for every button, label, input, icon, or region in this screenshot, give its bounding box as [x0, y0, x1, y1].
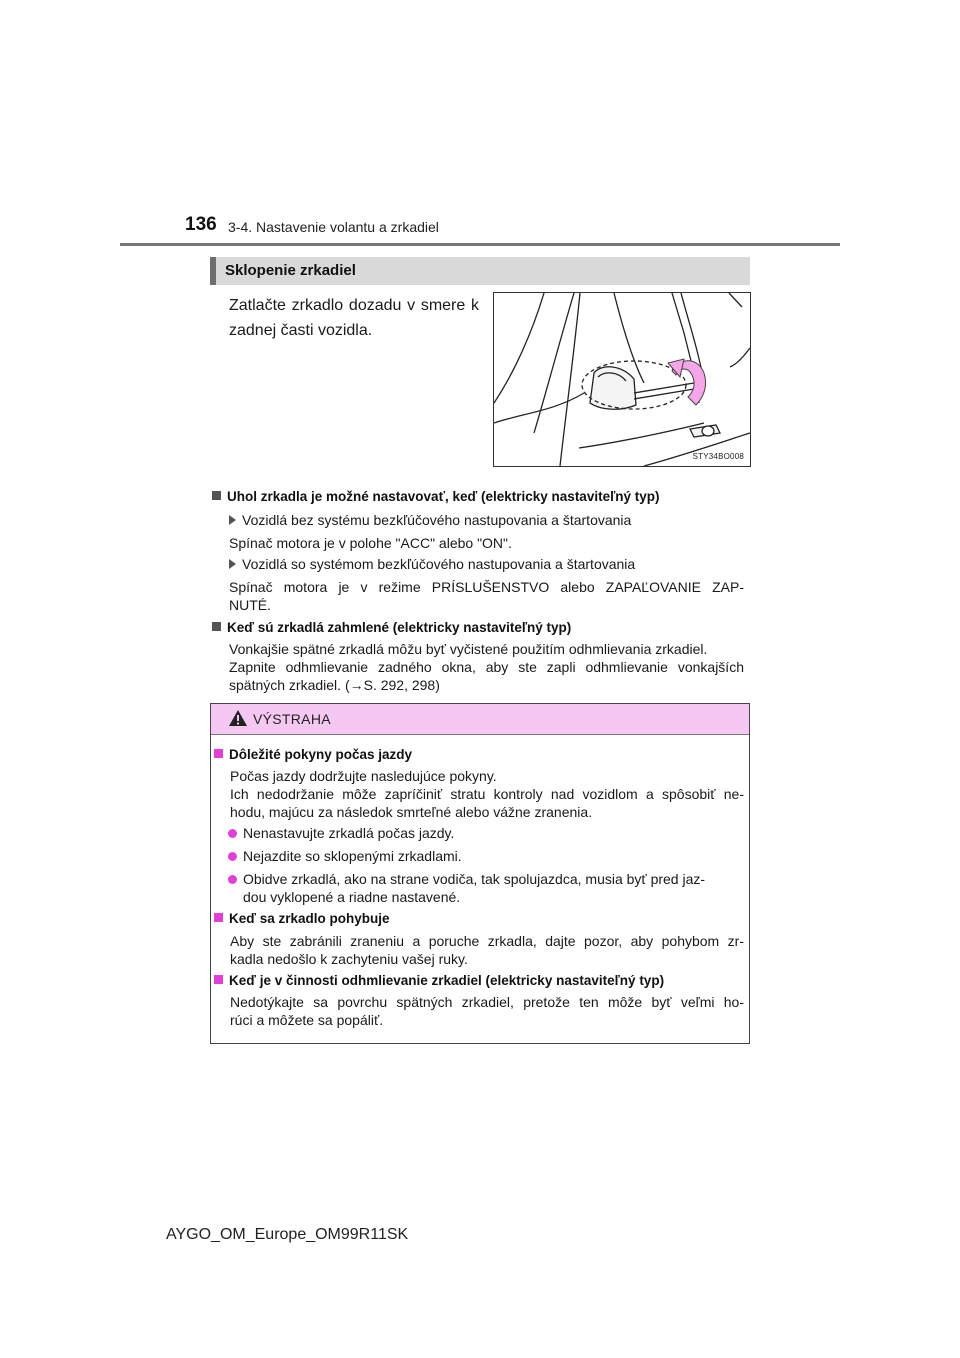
page-number: 136: [185, 214, 217, 235]
warning-bullet: [228, 871, 705, 887]
warning-bullet-text: Nenastavujte zrkadlá počas jazdy.: [243, 825, 455, 841]
pink-square-bullet-icon: [214, 913, 223, 922]
warning-label: VÝSTRAHA: [253, 711, 331, 727]
info-text: Vonkajšie spätné zrkadlá môžu byť vyčistené použitím odhmlievania zrkadiel.: [229, 641, 708, 657]
warning-triangle-icon: [228, 709, 248, 727]
info-item-title: Uhol zrkadla je možné nastavovať, keď (elektricky nastaviteľný typ): [227, 489, 660, 504]
triangle-bullet-icon: [229, 515, 236, 525]
condition-text: Spínač motora je v polohe "ACC" alebo "ON".: [229, 535, 512, 551]
warning-text: Nedotýkajte sa povrchu spätných zrkadiel, pretože ten môže byť veľmi ho-: [230, 994, 744, 1010]
pink-dot-bullet-icon: [228, 852, 237, 861]
section-heading: [210, 257, 750, 285]
condition-label-text: Vozidlá bez systému bezkľúčového nastupovania a štartovania: [242, 512, 632, 528]
warning-bullet-continuation: dou vyklopené a riadne nastavené.: [243, 889, 461, 905]
section-title: 3-4. Nastavenie volantu a zrkadiel: [228, 219, 439, 235]
pink-square-bullet-icon: [214, 975, 223, 984]
warning-text: rúci a môžete sa popáliť.: [230, 1012, 384, 1028]
warning-item-title: Keď sa zrkadlo pohybuje: [229, 911, 390, 926]
fold-instruction: Zatlačte zrkadlo dozadu v smere k zadnej časti vozidla.: [229, 297, 479, 339]
warning-box: [210, 703, 750, 1044]
info-item-heading: [212, 620, 571, 635]
pink-dot-bullet-icon: [228, 829, 237, 838]
warning-text: kadla nedošlo k zachyteniu vašej ruky.: [230, 951, 468, 967]
info-text: Zapnite odhmlievanie zadného okna, aby ste zapli odhmlievanie vonkajších: [229, 659, 744, 675]
condition-label: [229, 556, 635, 572]
warning-text: hodu, majúcu za následok smrteľné alebo vážne zranenia.: [230, 804, 593, 820]
warning-text: Počas jazdy dodržujte nasledujúce pokyny.: [230, 768, 497, 784]
pink-dot-bullet-icon: [228, 875, 237, 884]
document-footer: AYGO_OM_Europe_OM99R11SK: [166, 1226, 409, 1243]
info-item-heading: [212, 489, 660, 504]
condition-text: NUTÉ.: [229, 597, 271, 613]
pink-square-bullet-icon: [214, 749, 223, 758]
info-text: spätných zrkadiel. (→S. 292, 298): [229, 677, 440, 693]
condition-text: Spínač motora je v režime PRÍSLUŠENSTVO alebo ZAPAĽOVANIE ZAP-: [229, 579, 744, 595]
warning-item-heading: [214, 911, 390, 926]
warning-bullet: [228, 848, 462, 864]
header-divider: [120, 243, 840, 246]
warning-item-heading: [214, 747, 412, 762]
warning-item-title: Keď je v činnosti odhmlievanie zrkadiel (elektricky nastaviteľný typ): [229, 973, 665, 988]
square-bullet-icon: [212, 491, 221, 500]
info-item-title: Keď sú zrkadlá zahmlené (elektricky nastaviteľný typ): [227, 620, 572, 635]
warning-bullet-text: Nejazdite so sklopenými zrkadlami.: [243, 848, 462, 864]
triangle-bullet-icon: [229, 559, 236, 569]
warning-item-title: Dôležité pokyny počas jazdy: [229, 747, 413, 762]
warning-bullet: [228, 825, 454, 841]
warning-item-heading: [214, 973, 664, 988]
mirror-drawing: [494, 293, 750, 466]
heading-accent-bar: [210, 257, 216, 285]
section-heading-label: Sklopenie zrkadiel: [225, 262, 356, 279]
warning-text: Ich nedodržanie môže zapríčiniť stratu kontroly nad vozidlom a spôsobiť ne-: [230, 786, 744, 802]
figure-code: STY34BO008: [692, 452, 744, 461]
warning-header: [211, 704, 749, 735]
condition-label-text: Vozidlá so systémom bezkľúčového nastupovania a štartovania: [242, 556, 636, 572]
warning-bullet-text: Obidve zrkadlá, ako na strane vodiča, tak spolujazdca, musia byť pred jaz-: [243, 871, 706, 887]
condition-label: [229, 512, 631, 528]
square-bullet-icon: [212, 622, 221, 631]
warning-text: Aby ste zabránili zraneniu a poruche zrkadla, dajte pozor, aby pohybom zr-: [230, 933, 744, 949]
mirror-fold-illustration: [493, 292, 751, 467]
